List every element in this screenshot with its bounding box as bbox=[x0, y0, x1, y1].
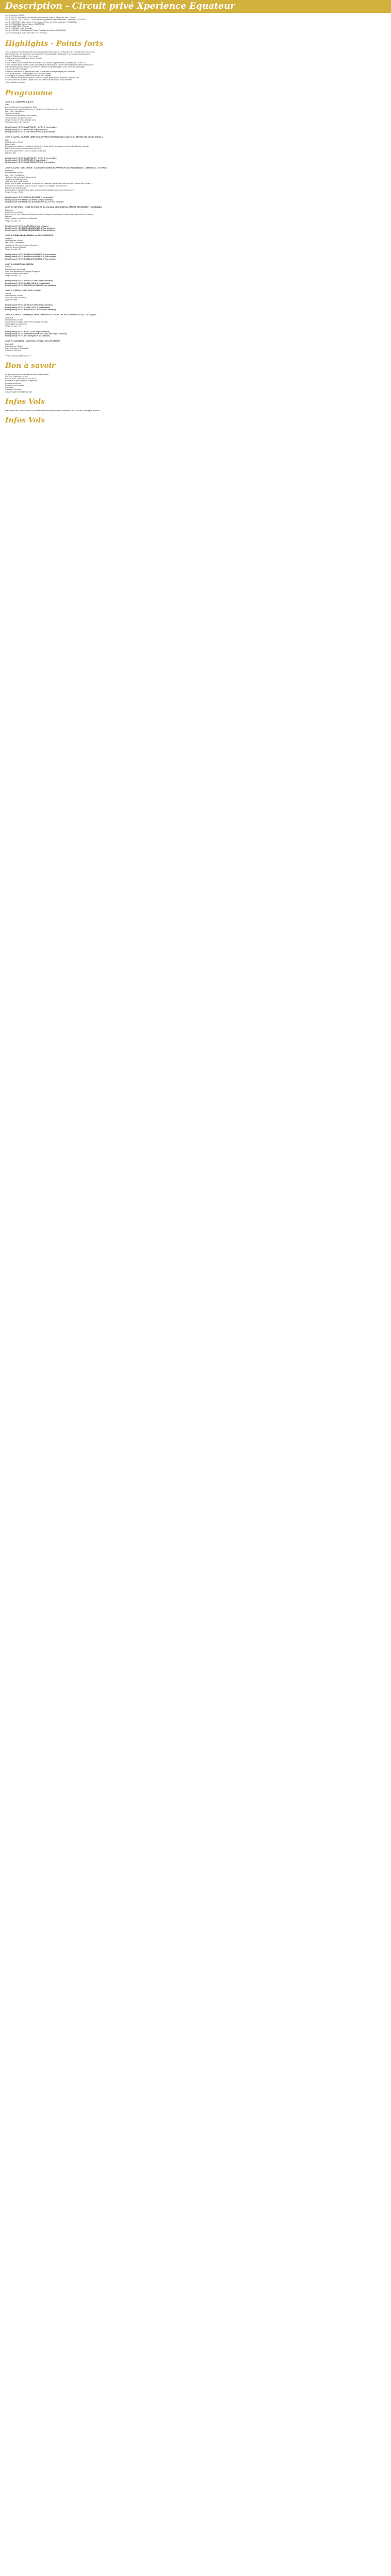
day-line: Quito bbox=[5, 104, 10, 106]
day-line: déjeuner bbox=[5, 215, 12, 218]
day-line: Hotel (choice) HOTEL HAMPTON BY HILTON 3* (ou similaire) bbox=[5, 126, 57, 129]
day-line: Transfert à l'aéroport bbox=[5, 349, 22, 352]
day-line: Hotel (choice) HACIENDA LA CIENEGA 4* (ou similaire) bbox=[5, 198, 53, 201]
highlight-line: ➤ Un guide unique à l'accompagner pour tout votre voyage bbox=[5, 72, 51, 75]
day-line: - Avenue de volcan bbox=[5, 112, 20, 115]
day-line: Hotel (choice) HOTEL SANTA LUCIA 4* (ou similaire) bbox=[5, 306, 51, 309]
day-block bbox=[0, 338, 391, 358]
day-line: Hotel (choice) HOTEL LOS BALCONES 3* (ou similaire) bbox=[5, 280, 53, 282]
day-title: JOUR 6 : INGAPIRCA / CUENCA bbox=[5, 263, 34, 265]
price-line: Prestations non incluses bbox=[5, 384, 24, 386]
day-block bbox=[0, 99, 391, 134]
day-title: JOUR 1 : (-/-) ARRIVÉE À QUITO bbox=[5, 100, 34, 103]
day-block bbox=[0, 204, 391, 232]
day-line: - Éteindre c'est plus facile à votre arrivée bbox=[5, 114, 37, 117]
day-line: Temps de route : 2h30 bbox=[5, 191, 23, 194]
day-line: Excursions optionnelles : Quito / Otavalo / Cotacachi bbox=[5, 149, 46, 152]
day-block bbox=[0, 165, 391, 204]
highlight-line: Grandes Avenues des Volcans en vue marquer les incontournables Galapagos et une possible Amazonie pour bbox=[5, 53, 91, 56]
price-line: Prestations incluses bbox=[5, 382, 21, 384]
summary-line: Jour 8 : CUENCA - Parc National El Cajas, Plantation de Cacao - GUAYAQUIL bbox=[5, 29, 67, 32]
highlight-line: charme Haciendas Les Relacion ancienne en meilleur les caractéristiques d'une rencontre authentique bbox=[5, 66, 85, 69]
day-line: Hotel (choice) HOTEL MERCURE 4* (ou similaire) bbox=[5, 128, 47, 131]
summary-line: Jour 9 : GUAYAQUIL, visite de la ville / Fin / vol retour... bbox=[5, 31, 48, 34]
day-line: - Expérience gastronomique bbox=[5, 178, 27, 180]
day-line: Déjeuner libre bbox=[5, 151, 17, 154]
day-line: Petit déjeuner à l'hôtel bbox=[5, 172, 23, 174]
day-line: Départ pour la vallée des volcans, en direction de Latacunga, par la belle route appelée « Avenue des volcans ». bbox=[5, 182, 92, 185]
day-line: Petit déjeuner à la posada bbox=[5, 268, 26, 270]
info-title: Infos Vols bbox=[5, 397, 45, 406]
day-line: Temps de route : 3h bbox=[5, 248, 21, 250]
day-line: Petit déjeuner à l'hôtel bbox=[5, 345, 23, 348]
day-line: Arrêt dans une hacienda pour le cours de cuisine, en compagnie d'un chef local bbox=[5, 184, 67, 187]
day-line: Hotel (choice) HOTEL WYNDHAM PUERTO SANTA ANA 4* (ou similaire) bbox=[5, 332, 67, 335]
day-line: Ingapirca bbox=[5, 237, 12, 240]
day-block bbox=[0, 287, 391, 312]
day-line: Quito bbox=[5, 139, 10, 141]
day-line: - Explorer le site archéologique d'Ingapirca bbox=[5, 244, 39, 246]
highlight-line: ➤ Les nuits dans des hôtels de charme à Quito bbox=[5, 57, 42, 60]
day-line: Libre ensuite bbox=[5, 143, 15, 145]
day-line: Les « plus » Latinilatera : bbox=[5, 174, 25, 176]
day-line: Hotel (choice) HACIENDA ABRASPUNGO 4* (ou similaire) bbox=[5, 227, 55, 229]
day-line: Continuation vers Guayaquil bbox=[5, 323, 27, 326]
day-line: Visite de la ville de Cuenca bbox=[5, 297, 26, 299]
day-line: Hotel (choice) HOTEL POSADA INGAPIRCA 3* (ou similaire) bbox=[5, 256, 57, 258]
program-title: Programme bbox=[5, 89, 53, 97]
day-block bbox=[0, 134, 391, 165]
day-line: Après-midi libre bbox=[5, 299, 18, 301]
price-line: Formalités et Applicabilité de Programme bbox=[5, 380, 37, 382]
header-title: Description - Circuit privé Xperience Equateur bbox=[0, 0, 391, 13]
day-title: JOUR 2 : QUITO, JOURNÉE LIBRE OU ACTIVITÉS OPTIONNELLES À QUITO OU RÉGION DES LACS / OTAVALO bbox=[5, 135, 104, 138]
price-line: Le déroulement de nos circuits est donné à titre indicatif bbox=[5, 373, 48, 376]
day-line: Temps de route : 4h bbox=[5, 325, 21, 328]
day-line: **** FIN DE NOS SERVICES **** bbox=[5, 354, 31, 357]
day-line: Déjeuner du repas préparé bbox=[5, 187, 26, 189]
day-line: Hotel (choice) HOTEL POSADA INGAPIRCA 3* (ou similaire) bbox=[5, 253, 57, 256]
highlight-line: ➤ De sélections d'activités citoyennes : leur / de culture, gastronomie, ascension, rites / en sont bbox=[5, 77, 79, 79]
day-line: Hotel (choice) HOTEL MANSION ALCAZAR 5* (ou similaire) bbox=[5, 308, 56, 311]
highlight-line: ➤ Des emplacements d'hôtels choisis dans des lieux historiques de charme d'hébergement superbe haciendas et bbox=[5, 64, 93, 66]
day-title: JOUR 9 : GUAYAQUIL - VISITE DE LA VILLE / VOL DE RETOUR bbox=[5, 340, 60, 343]
highlight-line: Ce jour la route des volcans – repas inclus des visites incluses et plus selon l'itinéraire bbox=[5, 79, 72, 81]
summary-line: Jour 5 : RIOBAMBA, Baños - Alausi – INGAPIRCA bbox=[5, 23, 45, 25]
day-line: Hotel (choice) HOTEL CASA GANGOTENA 5* (ou similaire) bbox=[5, 130, 56, 133]
day-block bbox=[0, 261, 391, 287]
day-line: Temps de route : 2h bbox=[5, 219, 21, 222]
day-line: Petit déjeuner à l'hôtel bbox=[5, 211, 23, 213]
summary-line: Jour 1 : Arrivée à QUITO bbox=[5, 14, 25, 16]
highlight-line: ➤ Une balade la sélectionnée avec vue sur les sites choisis en ligne équateur au dessus de 4°5 et 6°10 bbox=[5, 61, 86, 64]
day-line: Hotel (choice) HOTEL MANSION ALCAZAR 5* (ou similaire) bbox=[5, 284, 56, 286]
day-title: JOUR 8 : CUENCA - GUAYAQUIL (PARC NATIONAL EL CAJAS - PLANTATION DE CACAO) - GUAYAQUIL bbox=[5, 314, 96, 316]
day-line: Petit déjeuner à l'hôtel bbox=[5, 240, 23, 242]
day-line: Latacunga bbox=[5, 170, 13, 172]
day-line: - Déjeuner dans une hacienda ancienne bbox=[5, 176, 37, 178]
price-line: Assurance bbox=[5, 386, 14, 389]
day-line: Services compris : 1h Transfert bbox=[5, 121, 29, 124]
highlight-line: découvrir l'Équateur complet en un voyage bbox=[5, 55, 39, 58]
day-line: Cuenca bbox=[5, 292, 11, 295]
day-title: JOUR 3 : QUITO - VIA LONGUE - COURS DE CUISINE (EXPÉRIENCE GASTRONOMIQUE) / LATACUNGA - COTOPAXI bbox=[5, 166, 107, 169]
day-line: Parc National El Cajas, visite d'une plantation de cacao bbox=[5, 321, 48, 324]
day-line: Cuenca bbox=[5, 266, 11, 268]
day-line: Les « plus » Latinilatera : bbox=[5, 110, 25, 113]
summary-list bbox=[0, 13, 391, 37]
day-line: Petit déjeuner à l'hôtel bbox=[5, 294, 23, 297]
day-line: Hotel (choice) HOTEL POSADA INGAPIRCA 3* (ou similaire) bbox=[5, 258, 57, 260]
highlight-line: ➤ Des repas et quelques tentations dans des lieux insolites bbox=[5, 75, 52, 77]
day-title: JOUR 5 : RIOBAMBA BAÑAMBA - ALAUSI INGAPIRCA bbox=[5, 234, 53, 237]
day-line: Route en direction de Cuenca bbox=[5, 273, 28, 275]
highlights-list bbox=[0, 49, 391, 87]
summary-line: Jour 4 : COTOPAXI, visite du parc et du volcan, déjeuner au refuge restaurant – RIOBAMBA bbox=[5, 21, 77, 23]
day-line: Continuation en direction de la région du Cotopaxi et installation dans votre hébergement bbox=[5, 189, 74, 191]
summary-line: Jour 6 : INGAPIRCA – Cuenca bbox=[5, 25, 29, 28]
program-days bbox=[0, 99, 391, 358]
day-line: - Pouvoir faire une pause au choix bbox=[5, 116, 32, 119]
info-line: Les horaires des vols sont donnés à titre indicatif et sont susceptibles de modification de la part de la compagnie aérienne bbox=[5, 409, 100, 412]
day-line: Route en direction d'Alausi bbox=[5, 246, 26, 248]
summary-line: Jour 2 : QUITO, journée libre ou activités optionnelles à Quito ou Région des lacs / Otavalo bbox=[5, 16, 76, 19]
day-line: Arrivée à l'aéroport international de Quito. bbox=[5, 106, 38, 108]
day-line: Temps de route: 45 min - 1h selon trafic bbox=[5, 118, 36, 121]
highlight-line: ➤ Cours de cuisine Sampler bbox=[5, 68, 27, 71]
day-line: Visite du complexe archéologique d'Ingapirca bbox=[5, 270, 41, 273]
day-line: Hotel (choice) HOTEL CASA GANGOTENA 5* (ou similaire) bbox=[5, 161, 56, 164]
day-line: Hotel (choice) HOTEL CUELLO DE LUNA 3* (ou similaire) bbox=[5, 196, 54, 199]
price-line: CONDITIONS GÉNÉRALES DE VENTE bbox=[5, 378, 37, 380]
day-line: Temps de route : 2h bbox=[5, 275, 21, 277]
day-line: Visite de la ville de Guayaquil bbox=[5, 347, 28, 350]
summary-line: Jour 3 : QUITO - VIA LONGUE - Cours de cuisine (expérience gastronomique) / Latacunga - COTOPAXI bbox=[5, 19, 86, 21]
summary-line: Jour 7 : CUENCA - visite de la ville bbox=[5, 27, 32, 30]
day-line: Hotel (choice) HOTEL DEL PARQUE 5* (ou similaire) bbox=[5, 335, 50, 337]
day-block bbox=[0, 232, 391, 261]
price-title: Bon à savoir bbox=[5, 361, 56, 370]
price-line: Conditions de ventes bbox=[5, 388, 22, 391]
highlight-line: ➤ Un programme équilibré et varié prévu pour profiter à temps de tout ce l'Équateur de l'essentiel. Bien découvrir la bbox=[5, 50, 95, 53]
day-line: Riobamba bbox=[5, 209, 13, 211]
day-line: Hotel (choice) HOTEL CASA REAL 3* (ou similaire) bbox=[5, 225, 49, 227]
day-line: Hotel (choice) HOTEL BES STYLES 3* (ou similaire) bbox=[5, 330, 50, 333]
day-line: Hotel (choice) HOTEL MERCURE 4* (ou similaire) bbox=[5, 159, 47, 162]
day-line: Découverte des activités proposées à Quito de la vieille ville ou un quartier et centre-ville historique, dans la bbox=[5, 145, 89, 148]
day-line: Départ pour le Parc National du Cotopaxi, visite de la lagune Limpiopungo, montée au premier refuge du volcan et bbox=[5, 213, 94, 215]
highlight-line: ➤ Petit sur mesure de la gastronomie locale et rencontre de très privilégiés pour les repas bbox=[5, 70, 75, 73]
day-title: JOUR 4 : COTOPAXI - VISITE DU PARC ET DU VOLCAN, DÉJEUNER AU REFUGE RESTAURANT – RIOBAMBA bbox=[5, 206, 102, 208]
day-line: Hotel (choice) HACIENDA ABRASPUNGO 4* (ou similaire) bbox=[5, 229, 55, 232]
day-line: - Nuit dans une Lodge unique bbox=[5, 180, 28, 183]
day-line: Les « plus » Latinilatera : bbox=[5, 242, 25, 244]
price-line: AUTRE COMMUNICATIONS bbox=[5, 376, 28, 378]
day-line: Petit déjeuner à l'hôtel bbox=[5, 318, 23, 321]
price-notes bbox=[0, 371, 391, 395]
day-line: Hotel (choice) HOTEL HAMPTON BY HILTON 3* (ou similaire) bbox=[5, 157, 57, 159]
highlights-title: Highlights - Points forts bbox=[5, 39, 104, 48]
day-line: Guayaquil bbox=[5, 343, 13, 345]
highlight-line: ➤ Des activités en option bbox=[5, 81, 25, 83]
day-line: Hotel (choice) HACIENDA SAN AGUSTIN DE CALLO 5* (ou similaire) bbox=[5, 200, 64, 203]
day-block bbox=[0, 312, 391, 338]
day-line: ville de Quito ou aux environs autour de la ville bbox=[5, 147, 42, 150]
day-line: Départ ensuite en direction de Riobamba bbox=[5, 217, 37, 220]
day-line: Petit déjeuner à l'hôtel bbox=[5, 141, 23, 143]
highlight-line: ➤ 2 nuits à Cuenca bbox=[5, 59, 21, 62]
day-line: Hotel (choice) HOTEL SANTA LUCIA 4* (ou similaire) bbox=[5, 282, 51, 284]
day-line: Hotel (choice) HOTEL LOS BALCONES 3* (ou similaire) bbox=[5, 304, 53, 307]
price-line: CONDITIONS DE RESERVATION bbox=[5, 391, 32, 393]
day-line: Guayaquil bbox=[5, 316, 13, 319]
day-title: JOUR 7 : CUENCA - VISITE DE LA VILLE bbox=[5, 290, 41, 292]
info-notes bbox=[0, 408, 391, 414]
footer-title: Infos Vols bbox=[5, 416, 45, 425]
day-line: Accueil par votre guide francophone et transfert en direction de votre hôtel. bbox=[5, 108, 63, 110]
